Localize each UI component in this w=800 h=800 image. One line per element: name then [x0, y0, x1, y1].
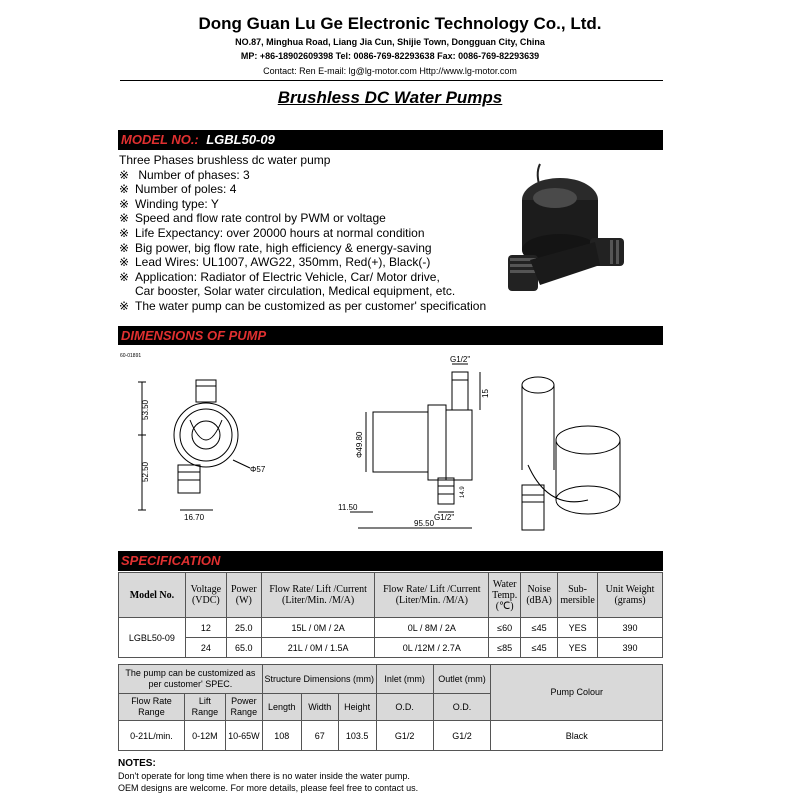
- feature-item-cont: Car booster, Solar water circulation, Medical equipment, etc.: [135, 284, 456, 299]
- custom-header: Inlet (mm): [376, 665, 433, 694]
- table-row: 0-21L/min. 0-12M 10-65W 108 67 103.5 G1/2 G1/2 Black: [119, 721, 663, 751]
- isometric-view: [522, 377, 620, 530]
- feature-item: ※ Life Expectancy: over 20000 hours at normal condition: [119, 225, 425, 240]
- header-divider: [120, 80, 663, 81]
- spec-header: Sub-mersible: [558, 573, 598, 618]
- company-name: Dong Guan Lu Ge Electronic Technology Co., Ltd.: [198, 14, 602, 33]
- model-label: MODEL NO.:: [121, 132, 199, 147]
- spec-header: Power (W): [226, 573, 261, 618]
- specification-bar: [118, 551, 663, 571]
- note-line: OEM designs are welcome. For more details, please feel free to contact us.: [118, 783, 419, 793]
- pump-photo: [500, 160, 640, 300]
- spec-header: Water Temp. (℃): [489, 573, 521, 618]
- custom-header: Pump Colour: [491, 665, 663, 721]
- feature-item: ※ Number of poles: 4: [119, 182, 237, 197]
- dimension-drawings: [118, 350, 663, 550]
- dim-label: 95.50: [414, 519, 435, 528]
- notes-title: NOTES:: [118, 758, 156, 769]
- feature-list: [119, 153, 486, 314]
- company-contact: Contact: Ren E-mail: lg@lg-motor.com Http://www.lg-motor.com: [263, 66, 517, 76]
- feature-item: ※ Winding type: Y: [119, 196, 219, 211]
- spec-header: Noise (dBA): [521, 573, 558, 618]
- custom-header: Structure Dimensions (mm): [262, 665, 376, 694]
- dimensions-bar: [118, 326, 663, 345]
- feature-item: ※ Number of phases: 3: [119, 167, 250, 182]
- dim-label: Φ57: [250, 465, 266, 474]
- spec-header: Model No.: [119, 573, 186, 618]
- feature-item: ※ Application: Radiator of Electric Vehicle, Car/ Motor drive,: [119, 269, 440, 284]
- notes: [118, 757, 418, 794]
- feature-intro: Three Phases brushless dc water pump: [119, 153, 331, 167]
- spec-model: LGBL50-09: [119, 618, 186, 658]
- spec-header: Flow Rate/ Lift /Current (Liter/Min. /M/A): [261, 573, 375, 618]
- custom-header: The pump can be customized as per customer' SPEC.: [119, 665, 263, 694]
- note-line: Don't operate for long time when there is no water inside the water pump.: [118, 771, 410, 781]
- feature-item: ※ Lead Wires: UL1007, AWG22, 350mm, Red(+), Black(-): [119, 255, 431, 270]
- spec-header-row: [119, 573, 663, 618]
- dimensions-heading: DIMENSIONS OF PUMP: [121, 328, 267, 343]
- feature-item: ※ The water pump can be customized as per customer' specification: [119, 298, 487, 313]
- dim-label: 52.50: [141, 461, 150, 482]
- dim-label: 53.50: [141, 399, 150, 420]
- dim-label: G1/2": [434, 513, 455, 522]
- dim-label: 11.50: [338, 503, 358, 512]
- specification-table: [118, 572, 663, 658]
- dim-label: Φ49.80: [355, 431, 364, 458]
- customization-table: The pump can be customized as per customer' SPEC. Structure Dimensions (mm) Inlet (mm) Outlet (mm) Pump Colour Flow Rate Range Lift Range Power Range Length Width Height O.D. O.D. 0-21L/min. 0-12M 10-65W 108 67 103.5 G1/2 G1/2 Black: [118, 664, 663, 751]
- table-row: LGBL50-09 12 25.0 15L / 0M / 2A 0L / 8M / 2A ≤60 ≤45 YES 390: [119, 618, 663, 638]
- company-address: NO.87, Minghua Road, Liang Jia Cun, Shijie Town, Dongguan City, China: [235, 37, 545, 47]
- front-view: [138, 380, 250, 510]
- custom-header: Outlet (mm): [433, 665, 491, 694]
- dim-label: 15: [481, 389, 490, 398]
- side-view: [350, 364, 480, 528]
- spec-header: Flow Rate/ Lift /Current (Liter/Min. /M/A): [375, 573, 489, 618]
- model-bar: [118, 130, 663, 150]
- dim-label: G1/2": [450, 355, 471, 364]
- table-row: 24 65.0 21L / 0M / 1.5A 0L /12M / 2.7A ≤85 ≤45 YES 390: [119, 638, 663, 658]
- company-phones: MP: +86-18902609398 Tel: 0086-769-82293638 Fax: 0086-769-82293639: [240, 51, 540, 61]
- model-value: LGBL50-09: [206, 132, 275, 147]
- dim-label: 14.9: [460, 486, 466, 498]
- dim-label: 16.70: [184, 513, 205, 522]
- feature-item: ※ Speed and flow rate control by PWM or voltage: [119, 211, 386, 226]
- spec-header: Unit Weight (grams): [598, 573, 663, 618]
- drawing-code: 60-01891: [120, 353, 142, 359]
- document-title: Brushless DC Water Pumps: [277, 88, 503, 107]
- specification-heading: SPECIFICATION: [121, 553, 221, 568]
- feature-item: ※ Big power, big flow rate, high efficiency & energy-saving: [119, 240, 432, 255]
- spec-header: Voltage (VDC): [185, 573, 226, 618]
